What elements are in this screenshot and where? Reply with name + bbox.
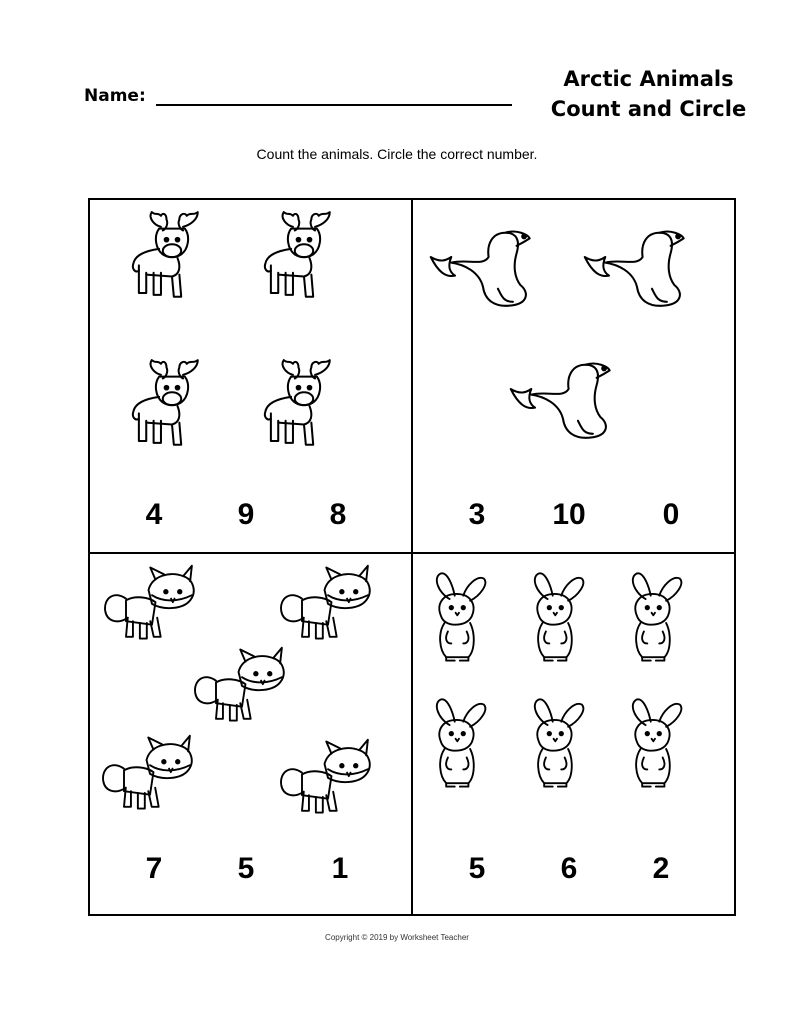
copyright-footer: Copyright © 2019 by Worksheet Teacher <box>325 933 469 942</box>
moose-icon <box>126 208 218 310</box>
hare-icon <box>429 696 489 790</box>
name-label: Name: <box>84 86 146 106</box>
number-choice[interactable]: 0 <box>662 498 680 531</box>
fox-icon <box>98 734 202 812</box>
hare-icon <box>527 570 587 664</box>
panel-moose <box>90 200 411 552</box>
number-choice[interactable]: 5 <box>237 852 255 885</box>
number-choice[interactable]: 6 <box>560 852 578 885</box>
fox-icon <box>100 564 204 642</box>
name-field[interactable] <box>84 86 512 106</box>
worksheet-title <box>541 64 756 124</box>
title-line-1: Arctic Animals <box>563 67 734 91</box>
moose-icon <box>258 356 350 458</box>
panel-seal <box>413 200 734 552</box>
fox-icon <box>276 738 380 816</box>
number-choice[interactable]: 2 <box>652 852 670 885</box>
moose-icon <box>258 208 350 310</box>
number-choice[interactable]: 1 <box>331 852 349 885</box>
title-line-2: Count and Circle <box>550 97 747 121</box>
number-choice[interactable]: 9 <box>237 498 255 531</box>
number-choice[interactable]: 8 <box>329 498 347 531</box>
hare-icon <box>625 570 685 664</box>
hare-icon <box>527 696 587 790</box>
hare-icon <box>429 570 489 664</box>
number-choice[interactable]: 3 <box>468 498 486 531</box>
fox-icon <box>190 646 294 724</box>
seal-icon <box>507 360 619 446</box>
number-choice[interactable]: 7 <box>145 852 163 885</box>
instructions: Count the animals. Circle the correct number. <box>256 146 538 162</box>
seal-icon <box>581 228 693 314</box>
hare-icon <box>625 696 685 790</box>
fox-icon <box>276 564 380 642</box>
counting-grid <box>88 198 736 916</box>
number-choice[interactable]: 10 <box>552 498 586 531</box>
name-line[interactable] <box>156 88 512 106</box>
panel-fox <box>90 554 411 914</box>
moose-icon <box>126 356 218 458</box>
panel-hare <box>413 554 734 914</box>
number-choice[interactable]: 4 <box>145 498 163 531</box>
number-choice[interactable]: 5 <box>468 852 486 885</box>
seal-icon <box>427 228 539 314</box>
